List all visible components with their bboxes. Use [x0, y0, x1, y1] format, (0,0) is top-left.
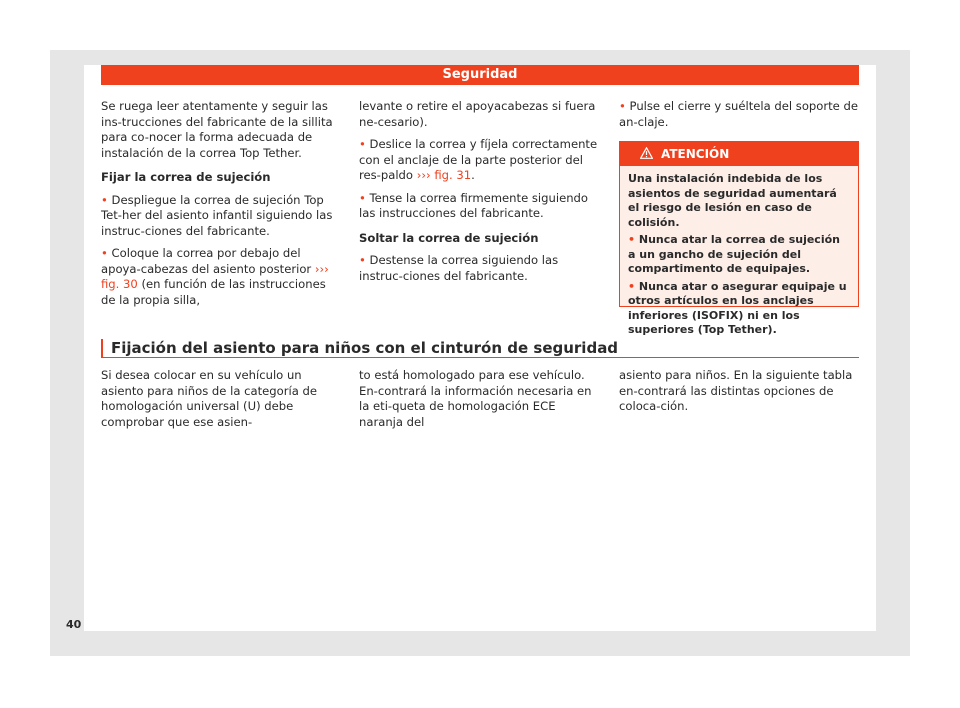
page-number: 40 — [66, 618, 82, 631]
paragraph: levante o retire el apoyacabezas si fuera ne-cesario). — [359, 99, 596, 129]
list-item: • Deslice la correa y fíjela correctamente con el anclaje de la parte posterior del res-paldo ››› fig. 31. — [359, 137, 598, 182]
list-item: • Destense la correa siguiendo las instruc-ciones del fabricante. — [359, 253, 559, 283]
bullet-icon: • — [628, 233, 636, 246]
list-item: • Despliegue la correa de sujeción Top Tet-her del asiento infantil siguiendo las instruc-ciones del fabricante. — [101, 192, 333, 238]
paragraph: to está homologado para ese vehículo. En-contrará la información necesaria en la eti-queta de homologación ECE naranja del — [359, 368, 592, 429]
bullet-icon: • — [619, 99, 626, 113]
bullet-icon: • — [359, 253, 366, 267]
list-item: • Nunca atar o asegurar equipaje u otros artículos en los anclajes inferiores (ISOFIX) ni en los superiores (Top Tether). — [628, 279, 847, 336]
warning-box — [619, 141, 859, 336]
warning-paragraph: Una instalación indebida de los asientos de seguridad aumentará el riesgo de lesión en caso de colisión. — [628, 172, 837, 229]
bullet-icon: • — [359, 137, 366, 151]
paragraph: asiento para niños. En la siguiente tabla en-contrará las distintas opciones de coloca-ción. — [619, 368, 853, 413]
bullet-icon: • — [101, 246, 108, 260]
bullet-icon: • — [101, 192, 108, 207]
warning-header — [620, 142, 858, 166]
arrow-icon: ››› — [416, 168, 431, 182]
subheading-fix-strap: Fijar la correa de sujeción — [101, 170, 271, 184]
warning-title: ATENCIÓN — [661, 147, 730, 161]
warning-triangle-icon — [640, 143, 653, 167]
column-1 — [101, 99, 341, 315]
bullet-icon: • — [359, 190, 366, 205]
list-item: • Nunca atar la correa de sujeción a un gancho de sujeción del compartimento de equipajes. — [628, 233, 840, 275]
list-item: • Coloque la correa por debajo del apoya-cabezas del asiento posterior ››› fig. 30 (en función de las instrucciones de la propia silla, — [101, 246, 329, 307]
list-item: • Pulse el cierre y suéltela del soporte de an-claje. — [619, 99, 858, 129]
arrow-icon: ››› — [314, 261, 329, 276]
section-column-2 — [359, 368, 602, 437]
figure-link[interactable]: fig. 30 — [101, 277, 138, 291]
warning-body — [620, 166, 858, 338]
bullet-icon: • — [628, 279, 636, 293]
section-column-3 — [619, 368, 859, 422]
header-title: Seguridad — [442, 67, 518, 82]
column-2 — [359, 99, 602, 291]
paragraph: Si desea colocar en su vehículo un asiento para niños de la categoría de homologación universal (U) debe comprobar que ese asien- — [101, 368, 317, 429]
section-column-1 — [101, 368, 341, 437]
list-item: • Tense la correa firmemente siguiendo las instrucciones del fabricante. — [359, 190, 589, 220]
column-3 — [619, 99, 859, 137]
subheading-release-strap: Soltar la correa de sujeción — [359, 230, 539, 245]
section-divider — [101, 357, 859, 358]
page-header — [101, 65, 859, 85]
figure-link[interactable]: fig. 31 — [434, 168, 472, 182]
intro-paragraph: Se ruega leer atentamente y seguir las ins-trucciones del fabricante de la sillita para co-nocer la forma adecuada de instalación de la correa Top Tether. — [101, 99, 333, 160]
section-heading: Fijación del asiento para niños con el cinturón de seguridad — [101, 339, 869, 357]
